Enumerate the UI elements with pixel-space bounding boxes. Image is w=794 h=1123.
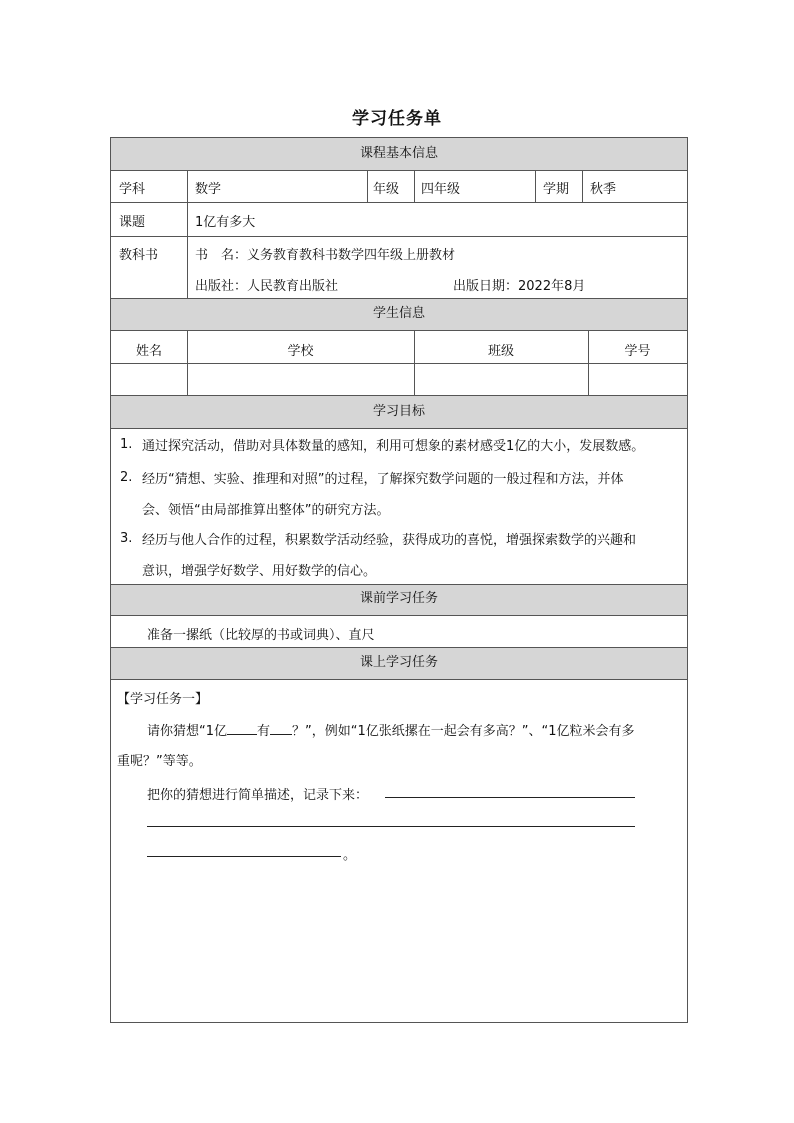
student-info-header: 学生信息 [372, 306, 425, 321]
objective-3-line-1: 经历与他人合作的过程，积累数学活动经验，获得成功的喜悦，增强探索数学的兴趣和 [142, 533, 637, 548]
term-value: 秋季 [590, 182, 617, 197]
col-student-id: 学号 [624, 344, 651, 359]
publisher: 出版社：人民教育出版社 [195, 279, 339, 294]
answer-line-2[interactable] [147, 826, 635, 827]
record-prompt: 把你的猜想进行简单描述，记录下来： [147, 788, 369, 803]
subject-label: 学科 [119, 182, 146, 197]
objective-1-num: 1. [120, 437, 133, 452]
input-student-id-cell[interactable] [589, 364, 687, 395]
term-label: 学期 [543, 182, 570, 197]
grade-value: 四年级 [421, 182, 461, 197]
guess-prefix: 请你猜想“1亿 [147, 724, 228, 739]
task-sheet-table [110, 137, 688, 1023]
guess-prompt [147, 720, 635, 739]
book-name: 书 名：义务教育教科书数学四年级上册教材 [195, 248, 456, 263]
answer-end-mark: 。 [343, 848, 357, 863]
guess-mid: 有 [257, 724, 271, 739]
in-class-header: 课上学习任务 [359, 655, 438, 670]
input-school-cell[interactable] [188, 364, 414, 395]
objective-1-line-1: 通过探究活动，借助对具体数量的感知，利用可想象的素材感受1亿的大小，发展数感。 [142, 439, 645, 454]
objective-3-line-2: 意识，增强学好数学、用好数学的信心。 [142, 564, 377, 579]
answer-line-1[interactable] [385, 797, 635, 798]
input-name-cell[interactable] [111, 364, 187, 395]
objective-2-num: 2. [120, 470, 133, 485]
guess-line-2: 重呢？”等等。 [117, 754, 202, 769]
objectives-header: 学习目标 [372, 404, 425, 419]
pre-class-text: 准备一摞纸（比较厚的书或词典）、直尺 [147, 628, 375, 643]
input-class-cell[interactable] [415, 364, 588, 395]
objective-3-num: 3. [120, 531, 133, 546]
topic-label: 课题 [119, 215, 146, 230]
subject-value: 数学 [195, 182, 222, 197]
task-one-title: 【学习任务一】 [117, 692, 209, 707]
guess-suffix: ？”，例如“1亿张纸摞在一起会有多高？”、“1亿粒米会有多 [292, 724, 635, 739]
guess-blank-1[interactable] [227, 722, 257, 735]
page-title: 学习任务单 [352, 109, 442, 129]
col-class: 班级 [487, 344, 514, 359]
guess-blank-2[interactable] [270, 722, 292, 735]
answer-line-3[interactable] [147, 856, 341, 857]
objective-2-line-1: 经历“猜想、实验、推理和对照”的过程，了解探究数学问题的一般过程和方法，并体 [142, 472, 624, 487]
textbook-label: 教科书 [119, 248, 159, 263]
topic-value: 1亿有多大 [195, 215, 256, 230]
col-name: 姓名 [135, 344, 162, 359]
pre-class-header: 课前学习任务 [359, 591, 438, 606]
grade-label: 年级 [373, 182, 400, 197]
course-info-header: 课程基本信息 [359, 146, 438, 161]
col-school: 学校 [287, 344, 314, 359]
objective-2-line-2: 会、领悟“由局部推算出整体”的研究方法。 [142, 503, 390, 518]
publish-date: 出版日期：2022年8月 [453, 279, 586, 294]
